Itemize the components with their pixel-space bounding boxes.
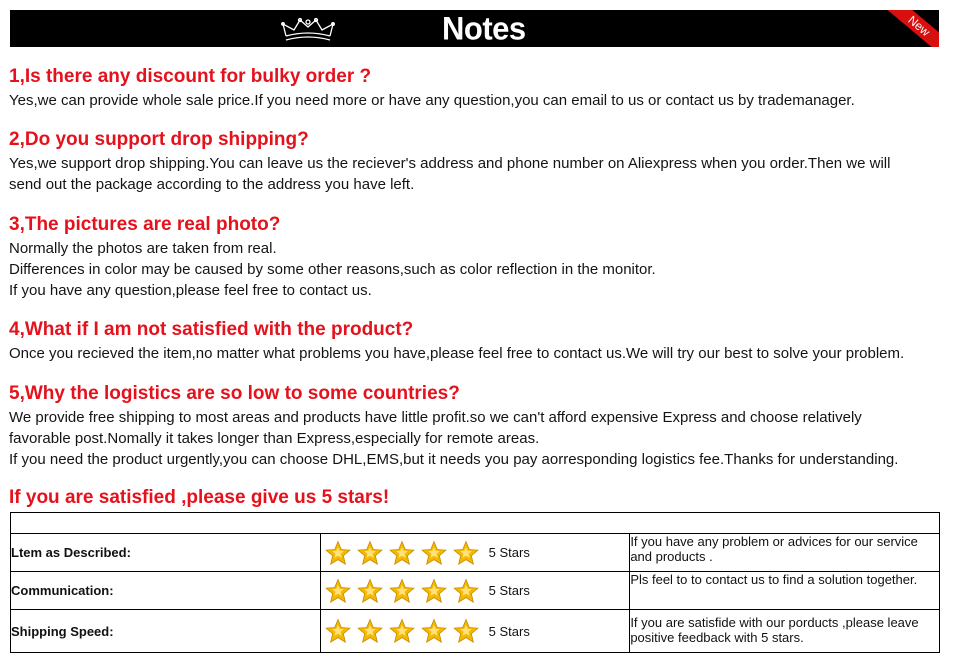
faq-question: 3,The pictures are real photo? (9, 214, 281, 235)
faq-item-4 (9, 319, 939, 364)
star-icon (453, 578, 479, 604)
stars-text: 5 Stars (488, 583, 530, 598)
faq-question: 2,Do you support drop shipping? (9, 129, 309, 150)
faq-answer-line: favorable post.Nomally it takes longer than Express,especially for remote areas. (9, 430, 540, 447)
table-row (11, 534, 940, 572)
faq-item-2 (9, 129, 939, 195)
faq-answer-line: Once you recieved the item,no matter what problems you have,please feel free to contact us.We will try our best to solve your problem. (9, 345, 905, 362)
five-stars-call-to-action: If you are satisfied ,please give us 5 stars! (9, 487, 390, 508)
star-icon (421, 618, 447, 644)
star-icon (357, 618, 383, 644)
faq-answer-line: Differences in color may be caused by some other reasons,such as color reflection in the monitor. (9, 261, 656, 278)
star-icon (389, 540, 415, 566)
faq-item-1 (9, 66, 939, 111)
faq-item-3 (9, 214, 939, 301)
faq-answer-line: Normally the photos are taken from real. (9, 240, 277, 257)
faq-answer-line: If you need the product urgently,you can choose DHL,EMS,but it needs you pay aorresponding logistics fee.Thanks for understanding. (9, 451, 899, 468)
table-row (11, 572, 940, 610)
star-icon (421, 578, 447, 604)
stars-text: 5 Stars (488, 623, 530, 639)
faq-question: 1,Is there any discount for bulky order ? (9, 66, 372, 87)
star-icon (453, 540, 479, 566)
star-icon (357, 578, 383, 604)
star-icon (389, 618, 415, 644)
faq-answer-line: We provide free shipping to most areas and products have little profit.so we can't afford expensive Express and choose relatively (9, 409, 862, 426)
stars-text: 5 Stars (488, 545, 530, 560)
table-row (11, 610, 940, 653)
rating-comment: If you are satisfide with our porducts ,please leave positive feedback with 5 stars. (630, 610, 940, 653)
star-rating (321, 578, 630, 604)
faq-answer-line: send out the package according to the address you have left. (9, 176, 415, 193)
faq-answer-line: If you have any question,please feel free to contact us. (9, 282, 372, 299)
table-header-row (11, 513, 940, 534)
faq-question: 4,What if I am not satisfied with the product? (9, 319, 414, 340)
rating-comment: Pls feel to to contact us to find a solution together. (630, 572, 940, 610)
notes-banner (10, 10, 939, 47)
faq-answer-line: Yes,we support drop shipping.You can leave us the reciever's address and phone number on Aliexpress when you order.Then we will (9, 155, 891, 172)
rating-label: Shipping Speed: (11, 610, 321, 653)
star-rating (321, 540, 630, 566)
page-title: Notes (442, 10, 526, 47)
new-badge: New (888, 10, 939, 47)
star-icon (453, 618, 479, 644)
star-rating (321, 618, 630, 644)
rating-label: Ltem as Described: (11, 534, 321, 572)
crown-icon (280, 16, 336, 42)
star-icon (325, 540, 351, 566)
rating-comment: If you have any problem or advices for our service and products . (630, 534, 940, 572)
star-icon (421, 540, 447, 566)
star-icon (357, 540, 383, 566)
star-icon (325, 578, 351, 604)
faq-question: 5,Why the logistics are so low to some countries? (9, 383, 460, 404)
faq-answer-line: Yes,we can provide whole sale price.If you need more or have any question,you can email to us or contact us by trademanager. (9, 92, 855, 109)
ratings-table (10, 512, 940, 653)
star-icon (325, 618, 351, 644)
faq-item-5 (9, 383, 939, 470)
rating-label: Communication: (11, 572, 321, 610)
star-icon (389, 578, 415, 604)
